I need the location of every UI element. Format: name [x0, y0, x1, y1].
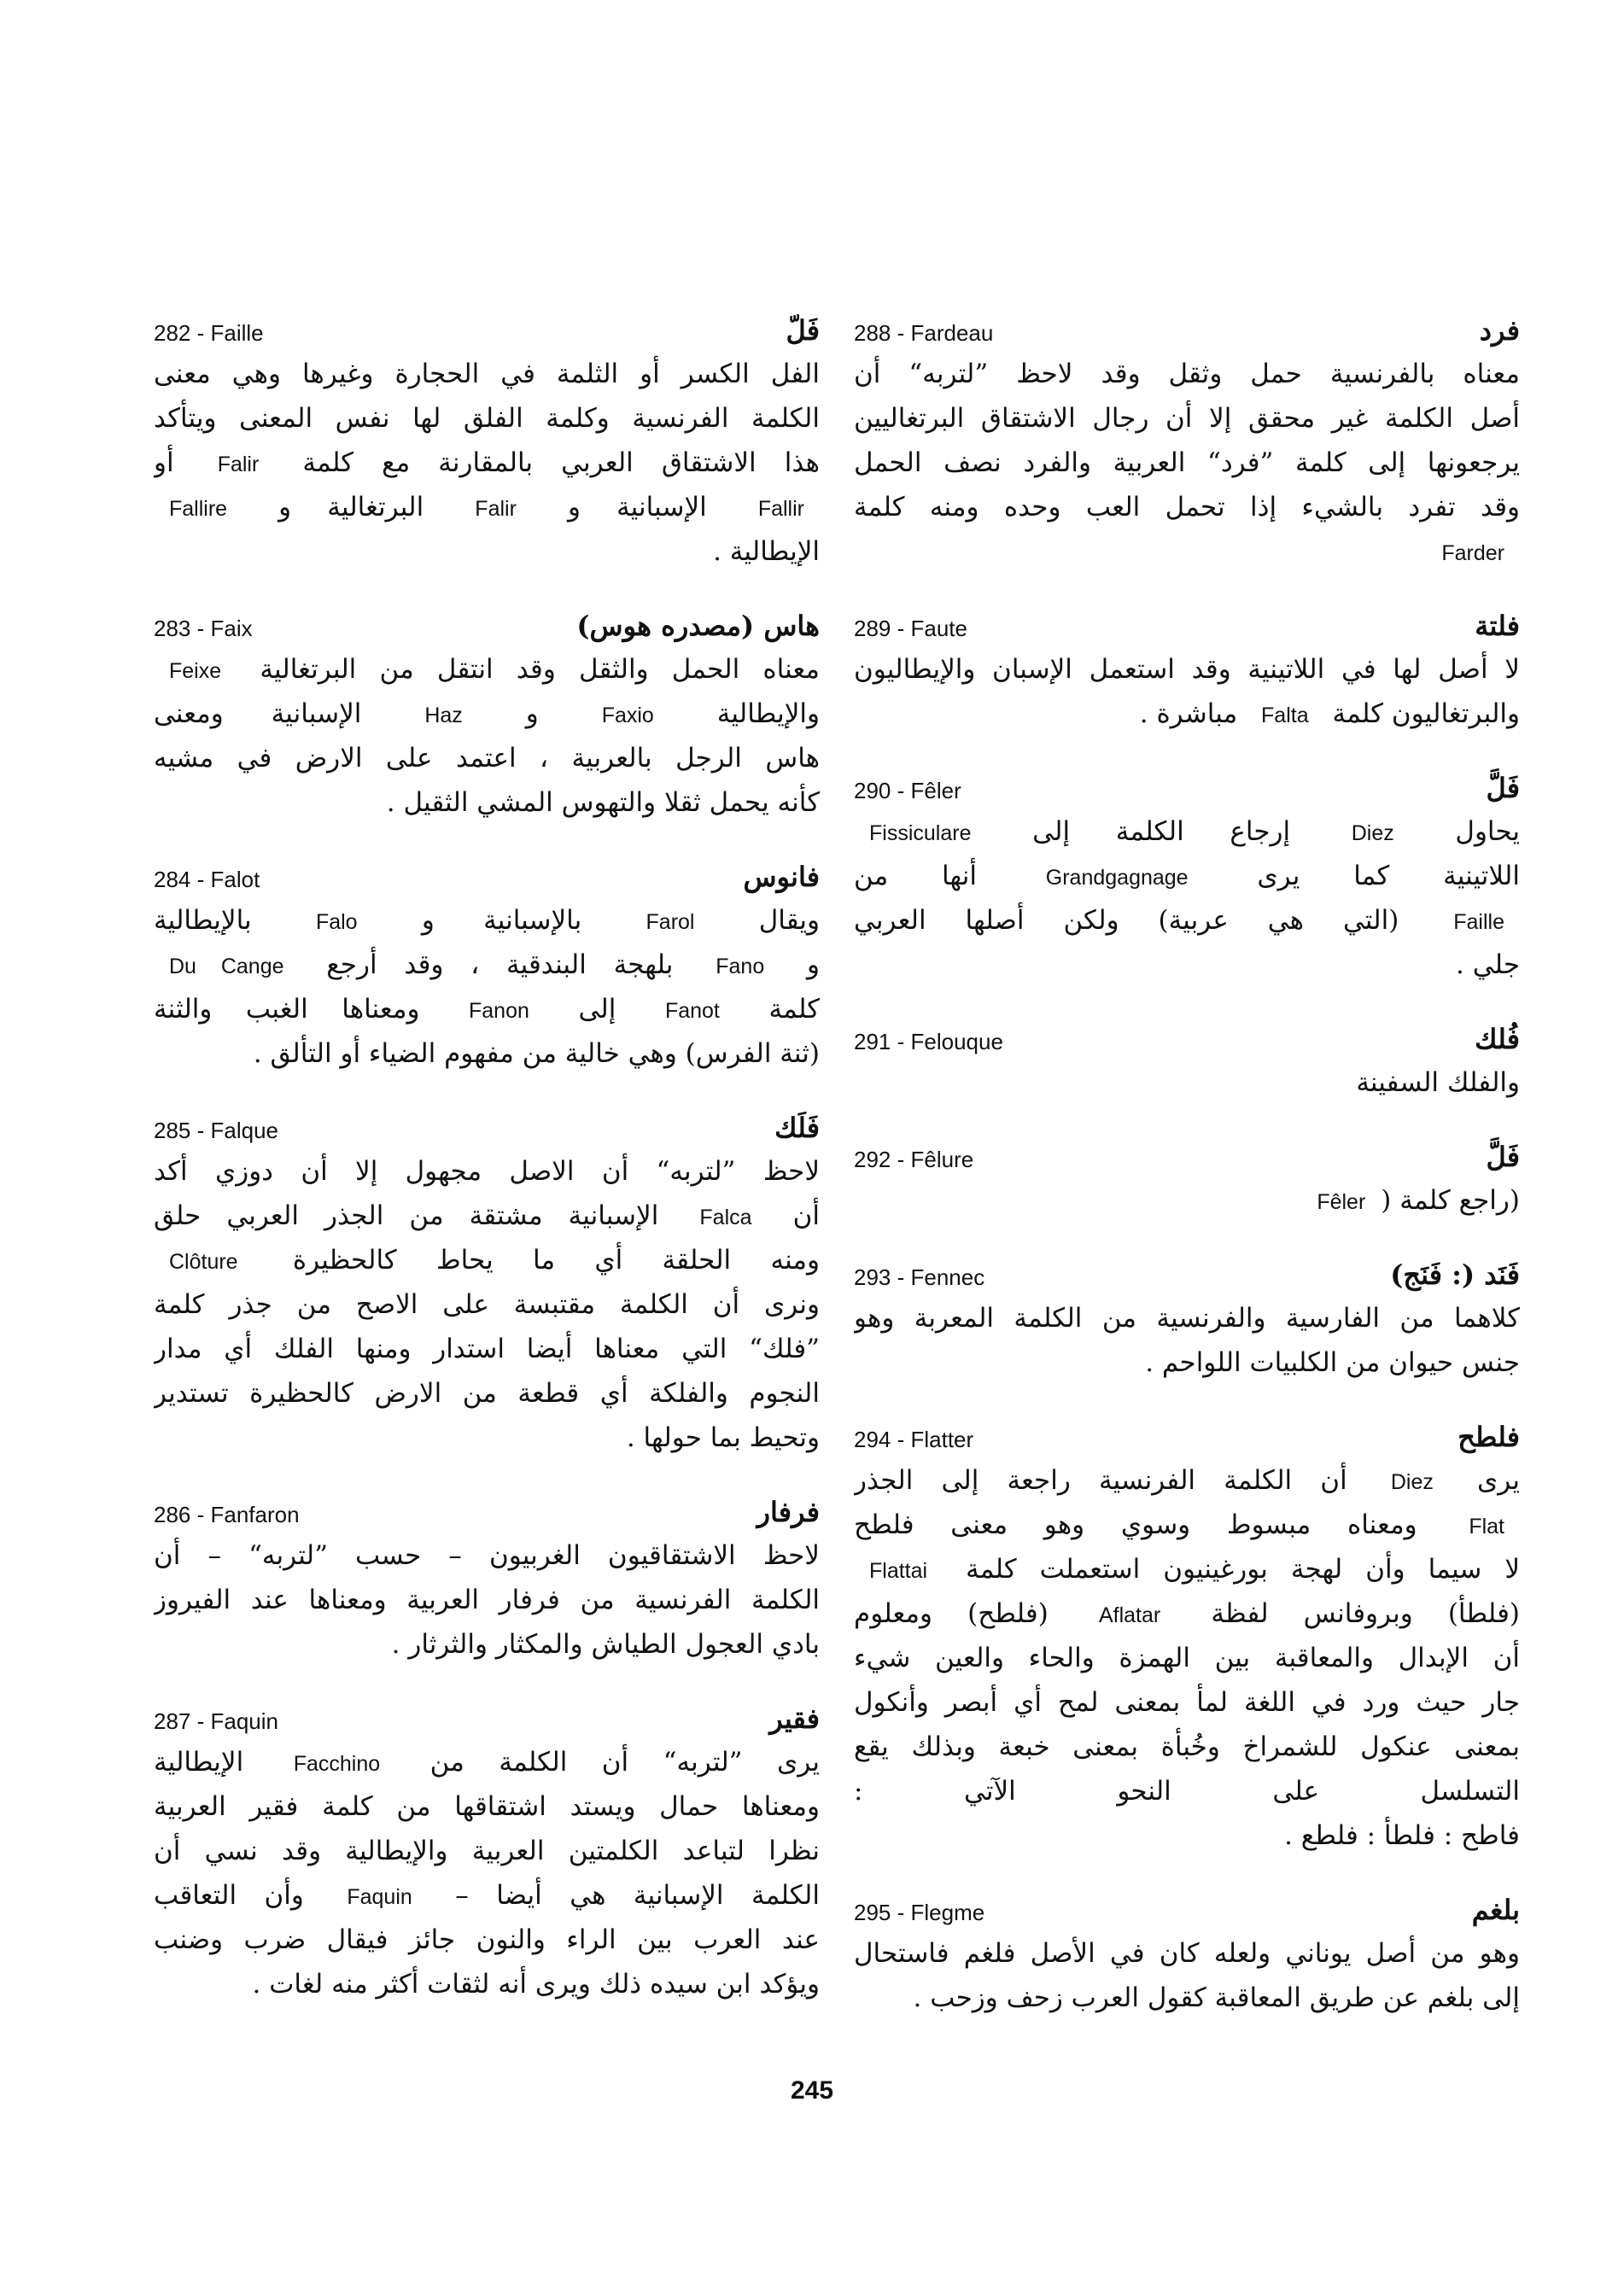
- entry-arabic-root: فَلّ: [786, 314, 820, 347]
- entry-text-line: جنس حيوان من الكلبيات اللواحم .: [1145, 1347, 1520, 1378]
- dictionary-entry: [854, 765, 1520, 987]
- entry-heading: [854, 1134, 1520, 1173]
- entry-text-line: والبرتغاليون كلمة Falta مباشرة .: [1139, 698, 1520, 729]
- entry-french-term: 287 - Faquin: [154, 1708, 278, 1734]
- entry-text-line: كأنه يحمل ثقلا والتهوس المشي الثقيل .: [386, 787, 820, 818]
- dictionary-entry: [854, 307, 1520, 574]
- entry-french-term: 294 - Flatter: [854, 1427, 974, 1452]
- entry-french-term: 291 - Felouque: [854, 1029, 1003, 1054]
- entry-arabic-root: فرد: [1479, 314, 1520, 347]
- entry-text-line: و Fano بلهجة البندقية ، وقد أرجع Du Cange: [169, 949, 820, 980]
- entry-arabic-root: فلتة: [1475, 610, 1520, 642]
- dictionary-entry: [854, 603, 1520, 736]
- entry-french-term: 288 - Fardeau: [854, 320, 994, 346]
- entry-text-line: جلي .: [1456, 949, 1520, 980]
- dictionary-entry: [154, 307, 820, 574]
- entry-heading: [154, 603, 820, 642]
- entry-text-line: كلمة Fanot إلى Fanon ومعناها الغبب والثنة: [154, 994, 820, 1025]
- dictionary-entry: [854, 1887, 1520, 2020]
- entry-text-line: والفلك السفينة: [1356, 1067, 1520, 1098]
- entry-arabic-root: فرفار: [757, 1496, 820, 1528]
- left-column: [154, 307, 820, 2035]
- entry-heading: [154, 307, 820, 347]
- entry-heading: [854, 307, 1520, 347]
- entry-arabic-root: فانوس: [743, 861, 820, 893]
- entry-french-term: 290 - Fêler: [854, 778, 961, 803]
- entry-arabic-root: هاس (مصدره هوس): [576, 610, 820, 642]
- entry-text-line: هذا الاشتقاق العربي بالمقارنة مع كلمة Falir أو: [154, 447, 820, 478]
- entry-text-line: ”فلك“ التي معناها أيضا استدار ومنها الفلك أي مدار: [154, 1334, 820, 1364]
- entry-text-line: لاحظ الاشتقاقيون الغربيون – حسب ”لتربه“ – أن: [154, 1540, 820, 1571]
- entry-heading: [854, 1252, 1520, 1291]
- entry-french-term: 284 - Falot: [154, 867, 260, 892]
- dictionary-entry: [154, 1696, 820, 2006]
- entry-text-line: ويؤكد ابن سيده ذلك ويرى أنه لثقات أكثر منه لغات .: [252, 1969, 820, 2000]
- entry-text-line: والإيطالية Faxio و Haz الإسبانية ومعنى: [154, 698, 820, 729]
- dictionary-entry: [154, 603, 820, 825]
- entry-french-term: 286 - Fanfaron: [154, 1502, 300, 1527]
- entry-text-line: التسلسل على النحو الآتي :: [854, 1776, 1520, 1807]
- entry-text-line: (فلطأ) وبروفانس لفظة Aflatar (فلطح) ومعلوم: [854, 1598, 1520, 1629]
- entry-text-line: لاحظ ”لتربه“ أن الاصل مجهول إلا أن دوزي أكد: [154, 1156, 820, 1187]
- entry-french-term: 295 - Flegme: [854, 1900, 985, 1925]
- entry-heading: [154, 1696, 820, 1735]
- dictionary-entry: [854, 1414, 1520, 1858]
- entry-french-term: 283 - Faix: [154, 616, 253, 641]
- entry-heading: [854, 603, 1520, 642]
- dictionary-entry: [854, 1016, 1520, 1105]
- entry-french-term: 293 - Fennec: [854, 1264, 985, 1290]
- entry-heading: [854, 1887, 1520, 1926]
- entry-text-line: Flat ومعناه مبسوط وسوي وهو معنى فلطح: [854, 1509, 1504, 1540]
- entry-arabic-root: فَنَد (: فَنَج): [1390, 1258, 1520, 1291]
- dictionary-entry: [154, 854, 820, 1076]
- entry-arabic-root: فَلَك: [774, 1112, 820, 1144]
- entry-text-line: لا سيما وأن لهجة بورغينيون استعملت كلمة Flattai: [869, 1554, 1520, 1585]
- entry-text-line: فاطح : فلطأ : فلطع .: [1284, 1820, 1520, 1851]
- entry-text-line: ومنه الحلقة أي ما يحاط كالحظيرة Clôture: [169, 1245, 820, 1276]
- entry-text-line: ويقال Farol بالإسبانية و Falo بالإيطالية: [154, 905, 820, 936]
- entry-text-line: Farder: [1441, 541, 1504, 565]
- entry-arabic-root: بلغم: [1471, 1894, 1520, 1926]
- entry-text-line: وهو من أصل يوناني ولعله كان في الأصل فلغم فاستحال: [854, 1938, 1520, 1969]
- entry-text-line: Fallir الإسبانية و Falir البرتغالية و Fallire: [169, 492, 804, 523]
- entry-heading: [854, 1016, 1520, 1055]
- entry-text-line: الكلمة الفرنسية من فرفار العربية ومعناها عند الفيروز: [154, 1585, 820, 1615]
- entry-heading: [154, 1489, 820, 1528]
- entry-text-line: (راجع كلمة (Fêler: [1317, 1185, 1520, 1216]
- entry-text-line: معناه الحمل والثقل وقد انتقل من البرتغالية Feixe: [169, 654, 820, 685]
- entry-text-line: الكلمة الإسبانية هي أيضا – Faquin وأن التعاقب: [154, 1880, 820, 1911]
- right-column: [854, 307, 1520, 2049]
- entry-french-term: 285 - Falque: [154, 1118, 278, 1143]
- entry-text-line: أن Falca الإسبانية مشتقة من الجذر العربي حلق: [154, 1200, 820, 1231]
- entry-text-line: النجوم والفلكة أي قطعة من الارض كالحظيرة تستدير: [154, 1378, 820, 1409]
- entry-text-line: أصل الكلمة غير محقق إلا أن رجال الاشتقاق البرتغاليين: [854, 403, 1520, 434]
- entry-text-line: الفل الكسر أو الثلمة في الحجارة وغيرها وهي معنى: [154, 359, 820, 389]
- dictionary-entry: [154, 1105, 820, 1460]
- entry-french-term: 282 - Faille: [154, 320, 264, 346]
- entry-text-line: ومعناها حمال ويستد اشتقاقها من كلمة فقير العربية: [154, 1791, 820, 1822]
- entry-text-line: بادي العجول الطياش والمكثار والثرثار .: [391, 1629, 820, 1660]
- entry-text-line: أن الإبدال والمعاقبة بين الهمزة والحاء والعين شيء: [854, 1643, 1520, 1673]
- page-number: 245: [790, 2076, 834, 2105]
- entry-text-line: جار حيث ورد في اللغة لمأ بمعنى لمح أي أبصر وأنكول: [854, 1687, 1520, 1718]
- entry-heading: [154, 854, 820, 893]
- entry-text-line: نظرا لتباعد الكلمتين العربية والإيطالية وقد نسي أن: [154, 1836, 820, 1866]
- entry-text-line: إلى بلغم عن طريق المعاقبة كقول العرب زحف وزحب .: [913, 1982, 1520, 2013]
- entry-text-line: بمعنى عنكول للشمراخ وخُبأة بمعنى خبعة وبذلك يقع: [854, 1731, 1520, 1762]
- entry-text-line: يرى ”لتربه“ أن الكلمة من Facchino الإيطالية: [154, 1747, 820, 1778]
- entry-text-line: هاس الرجل بالعربية ، اعتمد على الارض في مشيه: [154, 743, 820, 774]
- entry-french-term: 289 - Faute: [854, 616, 967, 641]
- entry-arabic-root: فُلك: [1475, 1023, 1520, 1055]
- entry-text-line: ونرى أن الكلمة مقتبسة على الاصح من جذر كلمة: [154, 1289, 820, 1320]
- entry-arabic-root: فَلَّ: [1486, 772, 1520, 804]
- entry-heading: [854, 765, 1520, 804]
- entry-text-line: يحاول Diez إرجاع الكلمة إلى Fissiculare: [869, 816, 1520, 847]
- entry-arabic-root: فلطح: [1458, 1421, 1520, 1453]
- entry-text-line: (ثنة الفرس) وهي خالية من مفهوم الضياء أو التألق .: [253, 1038, 820, 1069]
- dictionary-entry: [154, 1489, 820, 1667]
- entry-french-term: 292 - Fêlure: [854, 1147, 974, 1172]
- entry-text-line: يرى Diez أن الكلمة الفرنسية راجعة إلى الجذر: [854, 1465, 1520, 1496]
- entry-text-line: لا أصل لها في اللاتينية وقد استعمل الإسبان والإيطاليون: [854, 654, 1520, 685]
- entry-heading: [154, 1105, 820, 1144]
- entry-text-line: اللاتينية كما يرى Grandgagnage أنها من: [854, 861, 1520, 891]
- entry-text-line: كلاهما من الفارسية والفرنسية من الكلمة المعربة وهو: [854, 1303, 1520, 1334]
- entry-text-line: يرجعونها إلى كلمة ”فرد“ العربية والفرد نصف الحمل: [854, 447, 1520, 478]
- entry-text-line: عند العرب بين الراء والنون جائز فيقال ضرب وضنب: [154, 1924, 820, 1955]
- dictionary-entry: [854, 1252, 1520, 1385]
- entry-text-line: معناه بالفرنسية حمل وثقل وقد لاحظ ”لتربه“ أن: [854, 359, 1520, 389]
- entry-heading: [854, 1414, 1520, 1453]
- dictionary-entry: [854, 1134, 1520, 1223]
- entry-text-line: وقد تفرد بالشيء إذا تحمل العب وحده ومنه كلمة: [854, 492, 1520, 523]
- entry-text-line: Faille (التي هي عربية) ولكن أصلها العربي: [854, 905, 1504, 936]
- entry-arabic-root: فَلَّ: [1486, 1141, 1520, 1173]
- entry-text-line: وتحيط بما حولها .: [626, 1422, 820, 1453]
- entry-text-line: الكلمة الفرنسية وكلمة الفلق لها نفس المعنى ويتأكد: [154, 403, 820, 434]
- entry-text-line: الإيطالية .: [713, 536, 820, 567]
- entry-arabic-root: فقير: [769, 1702, 820, 1735]
